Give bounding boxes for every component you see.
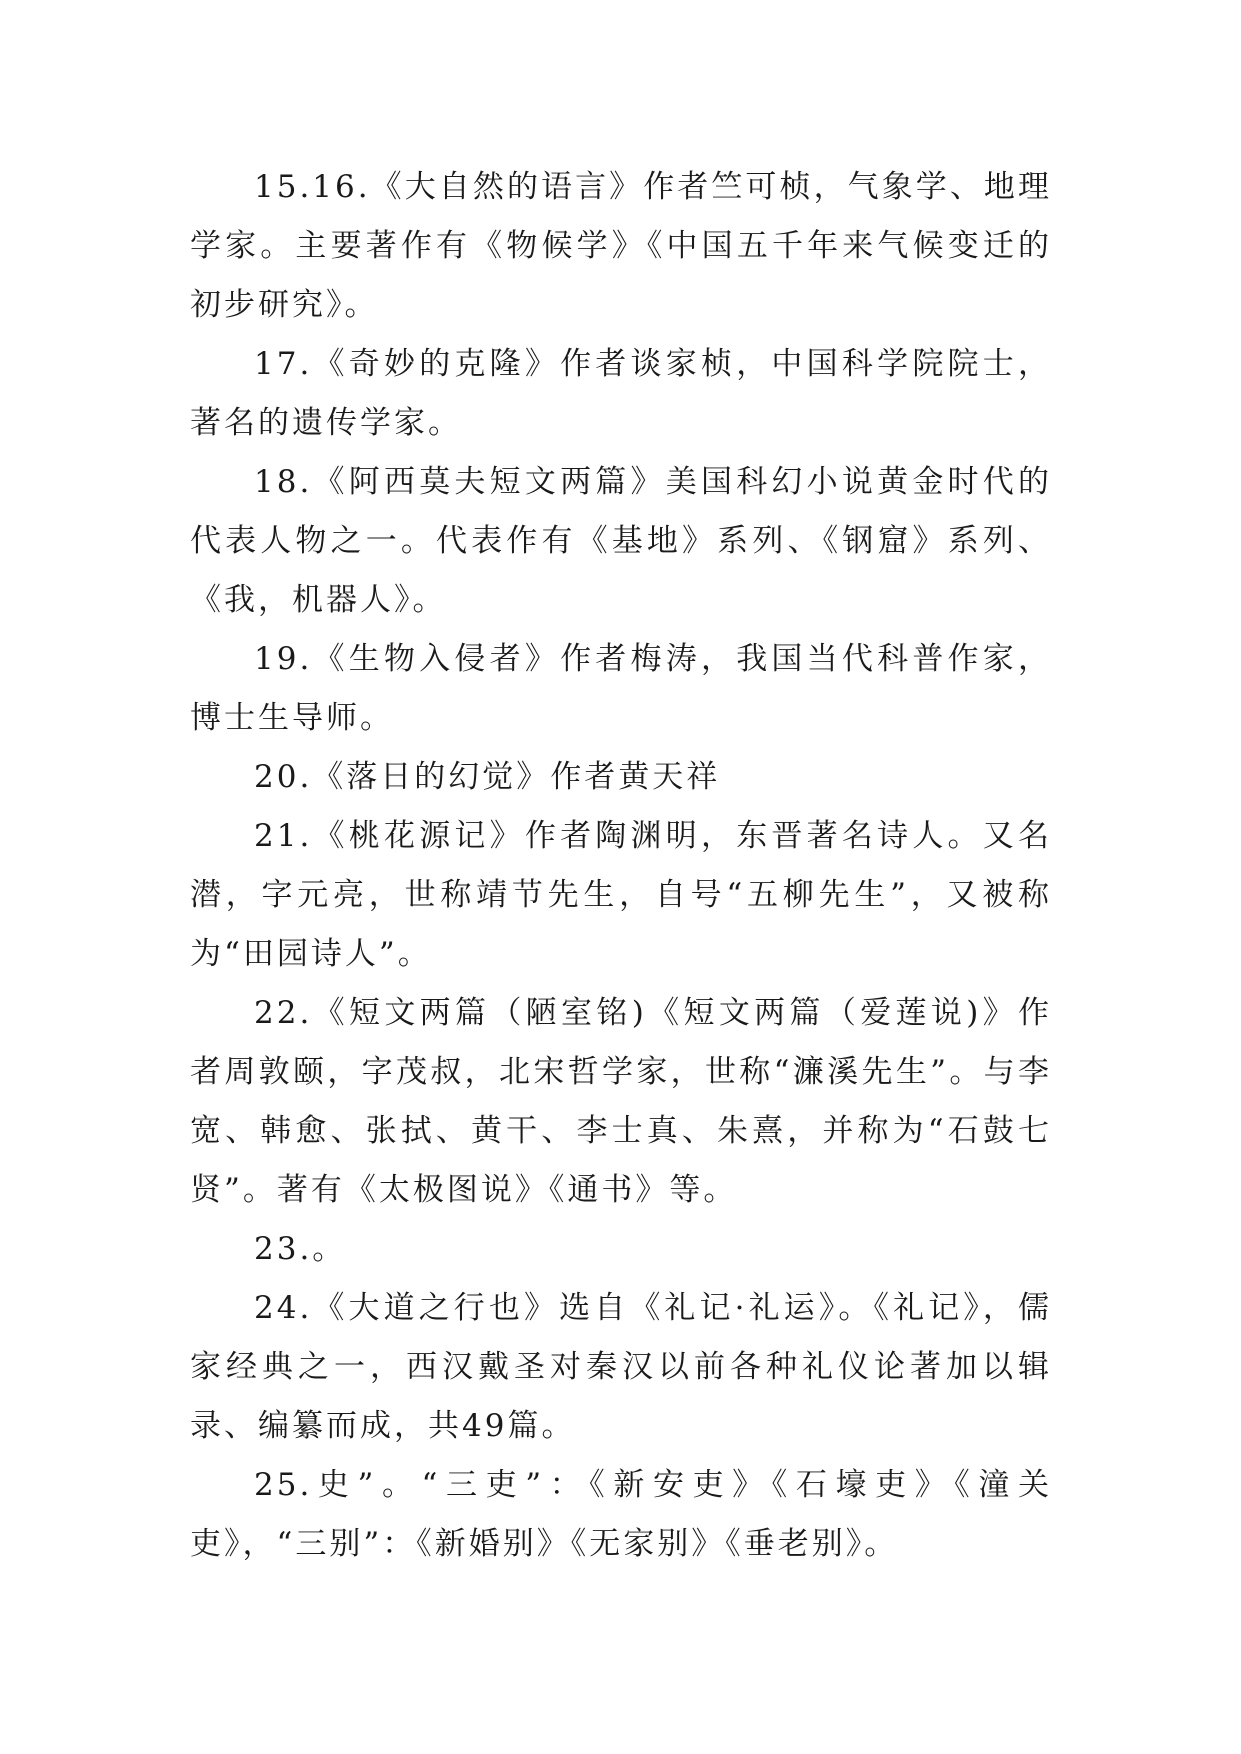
paragraph-25: 25.史”。“三吏”：《新安吏》《石壕吏》《潼关吏》，“三别”：《新婚别》《无家别》《垂老别》。: [190, 1467, 1052, 1562]
paragraph-22: 22.《短文两篇（陋室铭)《短文两篇（爱莲说)》作者周敦颐，字茂叔，北宋哲学家，世称“濂溪先生”。与李宽、韩愈、张拭、黄干、李士真、朱熹，并称为“石鼓七贤”。著有《太极图说》《通书》等。: [190, 995, 1052, 1208]
document-body: [190, 158, 1052, 1574]
paragraph-20: 20.《落日的幻觉》作者黄天祥: [254, 759, 721, 795]
paragraph-23: 23.。: [254, 1231, 347, 1267]
paragraph-17: 17.《奇妙的克隆》作者谈家桢，中国科学院院士，著名的遗传学家。: [190, 346, 1052, 441]
paragraph-15-16: 15.16.《大自然的语言》作者竺可桢，气象学、地理学家。主要著作有《物候学》《中国五千年来气候变迁的初步研究》。: [190, 169, 1052, 323]
paragraph-19: 19.《生物入侵者》作者梅涛，我国当代科普作家，博士生导师。: [190, 641, 1052, 736]
paragraph-21: 21.《桃花源记》作者陶渊明，东晋著名诗人。又名潜，字元亮，世称靖节先生，自号“五柳先生”，又被称为“田园诗人”。: [190, 818, 1052, 972]
paragraph-18: 18.《阿西莫夫短文两篇》美国科幻小说黄金时代的代表人物之一。代表作有《基地》系列、《钢窟》系列、《我，机器人》。: [190, 464, 1052, 618]
paragraph-24: 24.《大道之行也》选自《礼记·礼运》。《礼记》，儒家经典之一，西汉戴圣对秦汉以前各种礼仪论著加以辑录、编纂而成，共49篇。: [190, 1290, 1052, 1444]
